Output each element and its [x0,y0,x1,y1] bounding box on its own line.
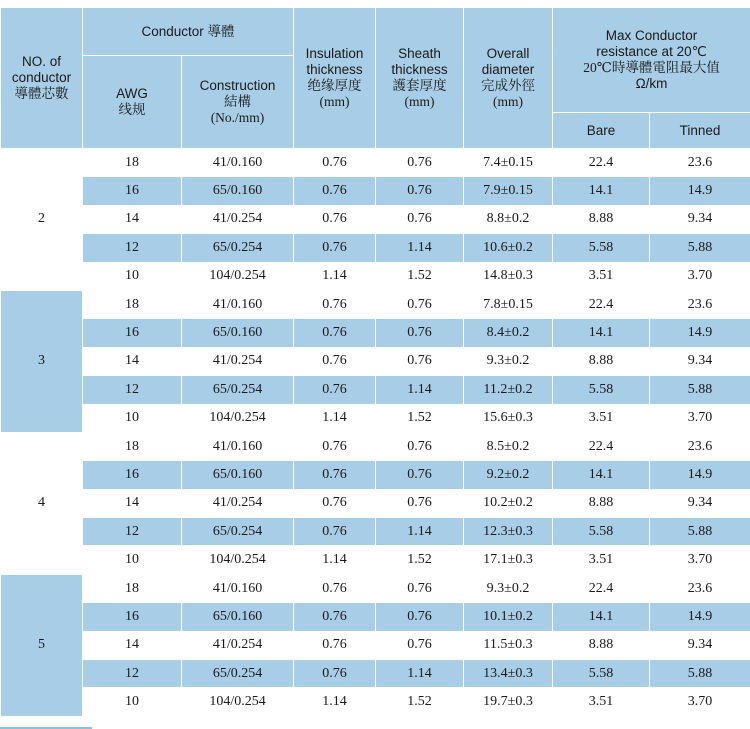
sheath-cell: 1.52 [376,404,464,432]
header-max-resistance: Max Conductor resistance at 20℃ 20℃時導體電阻最大值 Ω/km [553,8,750,113]
awg-cell: 18 [83,149,182,177]
header-insulation: Insulation thickness 绝缘厚度 (mm) [294,8,376,149]
tinned-cell: 23.6 [650,149,750,177]
tinned-cell: 5.88 [650,376,750,404]
table-row [1,290,750,318]
overall-cell: 8.4±0.2 [464,319,553,347]
sheath-cell: 0.76 [376,461,464,489]
conductor-count-cell: 5 [1,574,83,716]
insulation-cell: 1.14 [294,546,376,574]
sheath-cell: 1.14 [376,376,464,404]
overall-cell: 11.2±0.2 [464,376,553,404]
overall-cell: 14.8±0.3 [464,262,553,290]
tinned-cell: 5.88 [650,660,750,688]
bare-cell: 14.1 [553,319,650,347]
tinned-cell: 14.9 [650,319,750,347]
bare-cell: 5.58 [553,660,650,688]
table-row [1,319,750,347]
bare-cell: 8.88 [553,347,650,375]
awg-cell: 12 [83,234,182,262]
insulation-cell: 0.76 [294,432,376,460]
bare-cell: 8.88 [553,489,650,517]
table-row [1,489,750,517]
construction-cell: 104/0.254 [182,546,294,574]
table-row [1,205,750,233]
insulation-cell: 0.76 [294,461,376,489]
tinned-cell: 14.9 [650,461,750,489]
insulation-cell: 1.14 [294,262,376,290]
bare-cell: 8.88 [553,205,650,233]
awg-cell: 10 [83,546,182,574]
tinned-cell: 9.34 [650,489,750,517]
sheath-cell: 0.76 [376,574,464,602]
construction-cell: 104/0.254 [182,688,294,716]
bare-cell: 5.58 [553,376,650,404]
tinned-cell: 3.70 [650,546,750,574]
header-awg: AWG 线规 [83,56,182,149]
sheath-cell: 0.76 [376,489,464,517]
bare-cell: 3.51 [553,688,650,716]
bare-cell: 5.58 [553,234,650,262]
insulation-cell: 0.76 [294,347,376,375]
tinned-cell: 3.70 [650,262,750,290]
construction-cell: 41/0.254 [182,489,294,517]
overall-cell: 13.4±0.3 [464,660,553,688]
bare-cell: 14.1 [553,177,650,205]
overall-cell: 7.9±0.15 [464,177,553,205]
tinned-cell: 9.34 [650,205,750,233]
conductor-count-cell: 2 [1,149,83,291]
overall-cell: 7.8±0.15 [464,290,553,318]
construction-cell: 41/0.254 [182,205,294,233]
overall-cell: 8.8±0.2 [464,205,553,233]
construction-cell: 41/0.254 [182,631,294,659]
awg-cell: 18 [83,574,182,602]
awg-cell: 18 [83,432,182,460]
bare-cell: 14.1 [553,461,650,489]
sheath-cell: 0.76 [376,319,464,347]
header-sheath: Sheath thickness 護套厚度 (mm) [376,8,464,149]
awg-cell: 16 [83,603,182,631]
table-row [1,404,750,432]
insulation-cell: 0.76 [294,574,376,602]
tinned-cell: 9.34 [650,631,750,659]
tinned-cell: 23.6 [650,574,750,602]
construction-cell: 65/0.254 [182,660,294,688]
insulation-cell: 0.76 [294,234,376,262]
overall-cell: 10.2±0.2 [464,489,553,517]
awg-cell: 14 [83,631,182,659]
construction-cell: 104/0.254 [182,404,294,432]
overall-cell: 17.1±0.3 [464,546,553,574]
insulation-cell: 0.76 [294,205,376,233]
insulation-cell: 0.76 [294,319,376,347]
awg-cell: 10 [83,262,182,290]
insulation-cell: 0.76 [294,376,376,404]
construction-cell: 41/0.254 [182,347,294,375]
construction-cell: 65/0.160 [182,177,294,205]
insulation-cell: 0.76 [294,631,376,659]
insulation-cell: 0.76 [294,518,376,546]
construction-cell: 65/0.254 [182,518,294,546]
tinned-cell: 23.6 [650,290,750,318]
sheath-cell: 0.76 [376,149,464,177]
conductor-count-cell: 3 [1,290,83,432]
construction-cell: 65/0.160 [182,461,294,489]
awg-cell: 14 [83,205,182,233]
table-row [1,603,750,631]
header-overall-diameter: Overall diameter 完成外徑 (mm) [464,8,553,149]
header-construction: Construction 結構 (No./mm) [182,56,294,149]
awg-cell: 10 [83,688,182,716]
sheath-cell: 1.14 [376,518,464,546]
overall-cell: 11.5±0.3 [464,631,553,659]
bare-cell: 8.88 [553,631,650,659]
table-row [1,631,750,659]
cable-spec-table [0,7,750,717]
tinned-cell: 3.70 [650,688,750,716]
construction-cell: 65/0.160 [182,319,294,347]
table-row [1,262,750,290]
table-row [1,347,750,375]
table-row [1,376,750,404]
awg-cell: 12 [83,376,182,404]
tinned-cell: 9.34 [650,347,750,375]
overall-cell: 9.3±0.2 [464,574,553,602]
overall-cell: 15.6±0.3 [464,404,553,432]
sheath-cell: 0.76 [376,631,464,659]
bare-cell: 14.1 [553,603,650,631]
bare-cell: 22.4 [553,432,650,460]
header-tinned: Tinned [650,113,750,149]
insulation-cell: 0.76 [294,603,376,631]
header-bare: Bare [553,113,650,149]
overall-cell: 8.5±0.2 [464,432,553,460]
insulation-cell: 1.14 [294,688,376,716]
tinned-cell: 5.88 [650,518,750,546]
tinned-cell: 3.70 [650,404,750,432]
bare-cell: 22.4 [553,290,650,318]
construction-cell: 65/0.254 [182,376,294,404]
insulation-cell: 1.14 [294,404,376,432]
bare-cell: 22.4 [553,574,650,602]
bare-cell: 5.58 [553,518,650,546]
overall-cell: 10.6±0.2 [464,234,553,262]
table-row [1,518,750,546]
sheath-cell: 1.14 [376,234,464,262]
sheath-cell: 1.52 [376,688,464,716]
bare-cell: 3.51 [553,404,650,432]
construction-cell: 65/0.254 [182,234,294,262]
table-row [1,177,750,205]
tinned-cell: 23.6 [650,432,750,460]
construction-cell: 41/0.160 [182,290,294,318]
table-row [1,234,750,262]
header-conductor-group: Conductor 導體 [83,8,294,56]
sheath-cell: 0.76 [376,205,464,233]
sheath-cell: 0.76 [376,347,464,375]
awg-cell: 16 [83,319,182,347]
construction-cell: 104/0.254 [182,262,294,290]
overall-cell: 12.3±0.3 [464,518,553,546]
table-header [1,8,750,149]
bare-cell: 22.4 [553,149,650,177]
sheath-cell: 1.52 [376,262,464,290]
awg-cell: 12 [83,660,182,688]
table-row [1,574,750,602]
awg-cell: 10 [83,404,182,432]
insulation-cell: 0.76 [294,177,376,205]
overall-cell: 9.2±0.2 [464,461,553,489]
tinned-cell: 5.88 [650,234,750,262]
overall-cell: 7.4±0.15 [464,149,553,177]
table-row [1,432,750,460]
overall-cell: 9.3±0.2 [464,347,553,375]
table-row [1,660,750,688]
sheath-cell: 0.76 [376,290,464,318]
sheath-cell: 1.52 [376,546,464,574]
sheath-cell: 0.76 [376,603,464,631]
tinned-cell: 14.9 [650,603,750,631]
awg-cell: 14 [83,347,182,375]
insulation-cell: 0.76 [294,489,376,517]
construction-cell: 65/0.160 [182,603,294,631]
overall-cell: 19.7±0.3 [464,688,553,716]
insulation-cell: 0.76 [294,660,376,688]
conductor-count-cell: 4 [1,432,83,574]
insulation-cell: 0.76 [294,149,376,177]
bare-cell: 3.51 [553,262,650,290]
construction-cell: 41/0.160 [182,149,294,177]
construction-cell: 41/0.160 [182,574,294,602]
awg-cell: 16 [83,177,182,205]
table-row [1,461,750,489]
table-row [1,688,750,716]
construction-cell: 41/0.160 [182,432,294,460]
overall-cell: 10.1±0.2 [464,603,553,631]
header-no-of-conductor: NO. of conductor 導體芯數 [1,8,83,149]
bare-cell: 3.51 [553,546,650,574]
insulation-cell: 0.76 [294,290,376,318]
table-row [1,546,750,574]
tinned-cell: 14.9 [650,177,750,205]
sheath-cell: 1.14 [376,660,464,688]
sheath-cell: 0.76 [376,177,464,205]
sheath-cell: 0.76 [376,432,464,460]
awg-cell: 12 [83,518,182,546]
table-row [1,149,750,177]
table-body [1,149,750,717]
awg-cell: 14 [83,489,182,517]
awg-cell: 16 [83,461,182,489]
awg-cell: 18 [83,290,182,318]
